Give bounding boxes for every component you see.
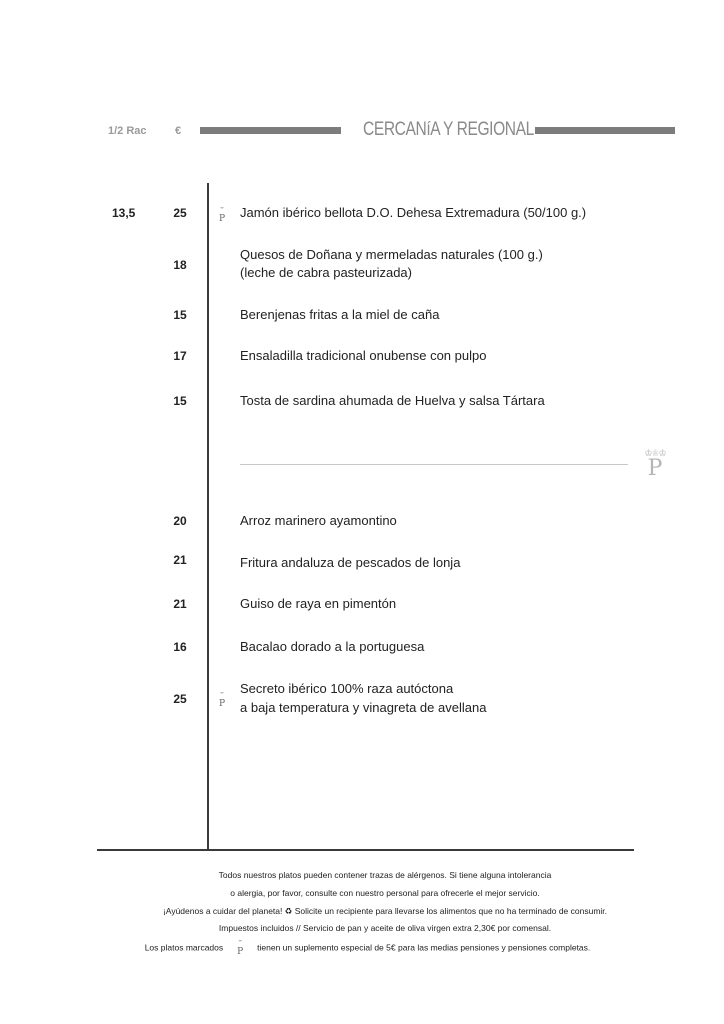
dish-name: Guiso de raya en pimentón — [240, 596, 397, 611]
supplement-notice-pre: Los platos marcados — [144, 942, 224, 953]
header-bar-right — [535, 127, 675, 134]
dish-price: 15 — [173, 394, 187, 408]
dish-price: 25 — [173, 692, 187, 706]
supplement-mark-icon: P — [218, 214, 226, 224]
half-portion-column-label: 1/2 Rac — [108, 125, 147, 137]
dish-price: 20 — [173, 514, 187, 528]
dish-name: Bacalao dorado a la portuguesa — [240, 639, 425, 654]
taxes-notice: Impuestos incluidos // Servicio de pan y aceite de oliva virgen extra 2,30€ por comensal. — [218, 923, 552, 933]
allergen-notice-line1: Todos nuestros platos pueden contener trazas de alérgenos. Si tiene alguna intolerancia — [218, 870, 552, 880]
dish-name: Berenjenas fritas a la miel de caña — [240, 307, 440, 322]
dish-price: 21 — [173, 553, 187, 567]
dish-price: 25 — [173, 206, 187, 220]
dish-price: 21 — [173, 597, 187, 611]
supplement-notice — [0, 940, 724, 956]
supplement-mark-icon: P — [237, 947, 244, 957]
half-portion-price: 13,5 — [112, 206, 136, 220]
dish-price: 17 — [173, 349, 187, 363]
allergen-notice-line2: o alergia, por favor, consulte con nuestro personal para ofrecerle el mejor servicio. — [230, 888, 540, 898]
supplement-mark-icon: P — [218, 699, 226, 709]
dish-name: Fritura andaluza de pescados de lonja — [240, 555, 461, 570]
dish-name: Ensaladilla tradicional onubense con pulpo — [240, 348, 487, 363]
supplement-notice-post: tienen un suplemento especial de 5€ para las medias pensiones y pensiones completas. — [257, 942, 591, 953]
section-title: CERCANíA Y REGIONAL — [363, 119, 534, 140]
section-separator — [240, 464, 628, 465]
dish-price: 15 — [173, 308, 187, 322]
column-divider — [207, 183, 209, 850]
dish-price: 18 — [173, 258, 187, 272]
footer-rule — [97, 849, 634, 851]
dish-note: (leche de cabra pasteurizada) — [240, 265, 412, 280]
parador-logo-icon: ♔♕♔ P — [644, 449, 666, 481]
dish-name: Tosta de sardina ahumada de Huelva y salsa Tártara — [240, 393, 545, 408]
dish-name: Arroz marinero ayamontino — [240, 513, 397, 528]
dish-name: Jamón ibérico bellota D.O. Dehesa Extremadura (50/100 g.) — [240, 205, 587, 220]
planet-notice: ¡Ayúdenos a cuidar del planeta! ♻ Solicite un recipiente para llevarse los alimentos que no ha terminado de consumir. — [162, 906, 608, 916]
dish-name: Quesos de Doñana y mermeladas naturales (100 g.) — [240, 247, 543, 262]
dish-price: 16 — [173, 640, 187, 654]
price-column-label: € — [175, 125, 182, 137]
dish-name: Secreto ibérico 100% raza autóctona — [240, 681, 454, 696]
header-bar-left — [200, 127, 341, 134]
dish-note: a baja temperatura y vinagreta de avellana — [240, 700, 487, 715]
